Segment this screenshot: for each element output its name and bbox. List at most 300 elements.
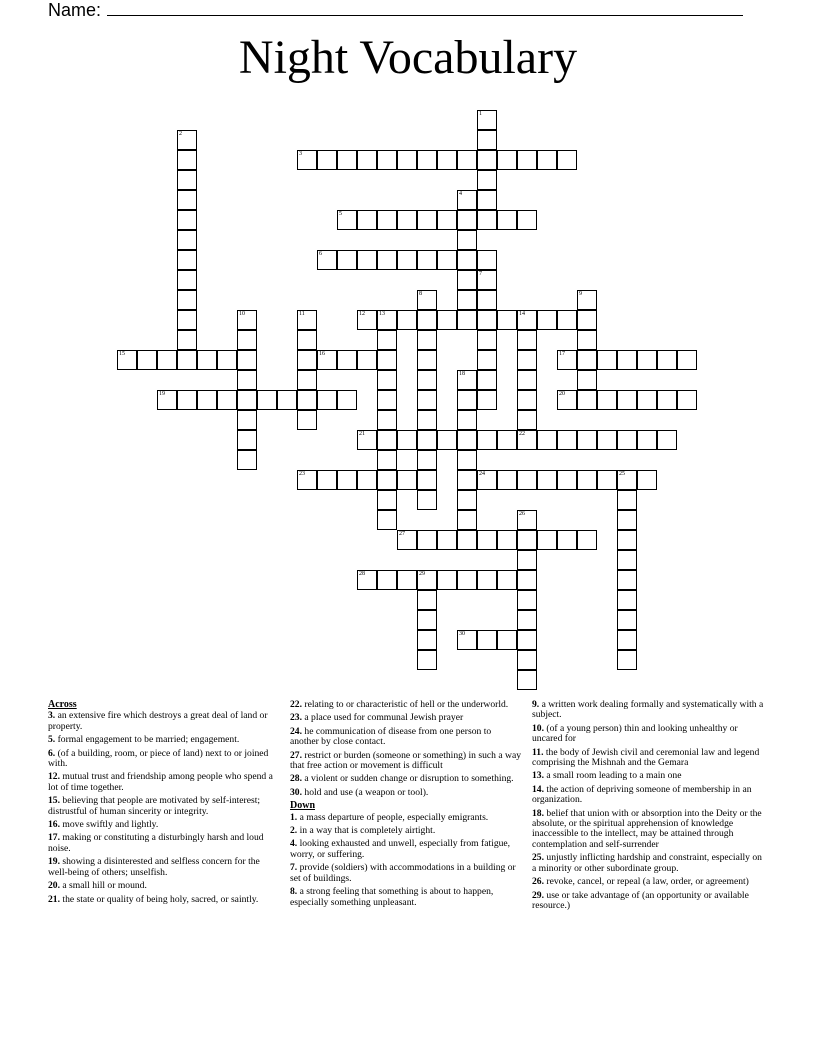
grid-cell[interactable] bbox=[177, 230, 197, 250]
grid-cell[interactable] bbox=[137, 350, 157, 370]
grid-cell[interactable] bbox=[577, 390, 597, 410]
grid-cell[interactable] bbox=[497, 430, 517, 450]
grid-cell[interactable] bbox=[377, 570, 397, 590]
grid-cell[interactable] bbox=[537, 530, 557, 550]
grid-cell[interactable] bbox=[417, 250, 437, 270]
grid-cell[interactable] bbox=[297, 310, 317, 330]
grid-cell[interactable] bbox=[477, 170, 497, 190]
clue-number: 14 bbox=[519, 311, 525, 317]
grid-cell[interactable] bbox=[177, 210, 197, 230]
clue-number: 9 bbox=[579, 291, 582, 297]
clue-number: 7 bbox=[479, 271, 482, 277]
clue-item-text: a mass departure of people, especially emigrants. bbox=[297, 811, 489, 823]
grid-cell[interactable] bbox=[617, 530, 637, 550]
across-header: Across bbox=[48, 699, 77, 710]
grid-cell[interactable] bbox=[437, 210, 457, 230]
clue-item bbox=[290, 700, 522, 710]
clue-number: 16 bbox=[319, 351, 325, 357]
clue-item-text: formal engagement to be married; engagement. bbox=[55, 734, 240, 746]
grid-cell[interactable] bbox=[177, 250, 197, 270]
grid-cell[interactable] bbox=[397, 430, 417, 450]
clue-number: 26 bbox=[519, 511, 525, 517]
clue-item bbox=[532, 785, 764, 806]
clues-section bbox=[0, 700, 816, 1050]
grid-cell[interactable] bbox=[537, 150, 557, 170]
clue-item-number: 25. bbox=[532, 852, 544, 864]
grid-cell[interactable] bbox=[297, 330, 317, 350]
grid-cell[interactable] bbox=[377, 410, 397, 430]
grid-cell[interactable] bbox=[577, 530, 597, 550]
clue-item-text: (of a building, room, or piece of land) next to or joined with. bbox=[48, 747, 269, 770]
grid-cell[interactable] bbox=[177, 330, 197, 350]
grid-cell[interactable] bbox=[397, 570, 417, 590]
clue-item-number: 9. bbox=[532, 699, 540, 710]
grid-cell[interactable] bbox=[237, 350, 257, 370]
clue-number: 20 bbox=[559, 391, 565, 397]
clue-item bbox=[48, 820, 280, 830]
clue-item-text: believing that people are motivated by self-interest; distrustful of human sincerity or integrity. bbox=[48, 795, 261, 817]
clue-item bbox=[48, 833, 280, 854]
grid-cell[interactable] bbox=[577, 350, 597, 370]
grid-cell[interactable] bbox=[237, 390, 257, 410]
grid-cell[interactable] bbox=[397, 250, 417, 270]
grid-cell[interactable] bbox=[517, 210, 537, 230]
grid-cell[interactable] bbox=[457, 530, 477, 550]
grid-cell[interactable] bbox=[517, 150, 537, 170]
grid-cell[interactable] bbox=[497, 570, 517, 590]
grid-cell[interactable] bbox=[477, 470, 497, 490]
grid-cell[interactable] bbox=[377, 250, 397, 270]
clue-item bbox=[290, 813, 522, 823]
grid-cell[interactable] bbox=[517, 570, 537, 590]
grid-cell[interactable] bbox=[297, 390, 317, 410]
grid-cell[interactable] bbox=[517, 330, 537, 350]
clue-number: 15 bbox=[119, 351, 125, 357]
grid-cell[interactable] bbox=[177, 290, 197, 310]
clue-item-number: 15. bbox=[48, 795, 60, 807]
grid-cell[interactable] bbox=[637, 430, 657, 450]
grid-cell[interactable] bbox=[657, 430, 677, 450]
grid-cell[interactable] bbox=[417, 370, 437, 390]
clue-item bbox=[532, 877, 764, 887]
grid-cell[interactable] bbox=[457, 570, 477, 590]
clue-number: 11 bbox=[299, 311, 305, 317]
grid-cell[interactable] bbox=[617, 590, 637, 610]
grid-cell[interactable] bbox=[457, 470, 477, 490]
grid-cell[interactable] bbox=[397, 310, 417, 330]
clue-item-number: 27. bbox=[290, 749, 302, 761]
grid-cell[interactable] bbox=[217, 390, 237, 410]
clue-item bbox=[532, 891, 764, 912]
grid-cell[interactable] bbox=[537, 430, 557, 450]
grid-cell[interactable] bbox=[617, 430, 637, 450]
grid-cell[interactable] bbox=[457, 290, 477, 310]
grid-cell[interactable] bbox=[237, 330, 257, 350]
clue-item-number: 28. bbox=[290, 773, 302, 785]
grid-cell[interactable] bbox=[297, 150, 317, 170]
grid-cell[interactable] bbox=[577, 470, 597, 490]
grid-cell[interactable] bbox=[457, 270, 477, 290]
grid-cell[interactable] bbox=[597, 390, 617, 410]
grid-cell[interactable] bbox=[577, 430, 597, 450]
grid-cell[interactable] bbox=[297, 410, 317, 430]
grid-cell[interactable] bbox=[317, 390, 337, 410]
clue-item-text: the action of depriving someone of membership in an organization. bbox=[532, 783, 752, 806]
across-clues-list bbox=[48, 711, 280, 905]
page-title: Night Vocabulary bbox=[238, 31, 578, 84]
grid-cell[interactable] bbox=[357, 430, 377, 450]
grid-cell[interactable] bbox=[417, 430, 437, 450]
grid-cell[interactable] bbox=[397, 530, 417, 550]
grid-cell[interactable] bbox=[517, 610, 537, 630]
grid-cell[interactable] bbox=[377, 470, 397, 490]
clue-item-text: showing a disinterested and selfless concern for the well-being of others; unselfish. bbox=[48, 856, 260, 878]
grid-cell[interactable] bbox=[477, 250, 497, 270]
grid-cell[interactable] bbox=[377, 330, 397, 350]
grid-cell[interactable] bbox=[577, 310, 597, 330]
grid-cell[interactable] bbox=[337, 390, 357, 410]
grid-cell[interactable] bbox=[397, 470, 417, 490]
grid-cell[interactable] bbox=[557, 350, 577, 370]
grid-cell[interactable] bbox=[177, 350, 197, 370]
clue-item-text: unjustly inflicting hardship and constraint, especially on a minority or other subordinate group. bbox=[532, 852, 762, 874]
grid-cell[interactable] bbox=[377, 390, 397, 410]
grid-cell[interactable] bbox=[217, 350, 237, 370]
grid-cell[interactable] bbox=[417, 650, 437, 670]
grid-cell[interactable] bbox=[617, 350, 637, 370]
grid-cell[interactable] bbox=[377, 510, 397, 530]
grid-cell[interactable] bbox=[637, 470, 657, 490]
grid-cell[interactable] bbox=[617, 630, 637, 650]
grid-cell[interactable] bbox=[457, 630, 477, 650]
grid-cell[interactable] bbox=[617, 610, 637, 630]
grid-cell[interactable] bbox=[417, 470, 437, 490]
clue-number: 12 bbox=[359, 311, 365, 317]
clue-item bbox=[48, 895, 280, 905]
clue-item-number: 17. bbox=[48, 832, 60, 844]
clue-item-number: 30. bbox=[290, 786, 302, 798]
clue-number: 17 bbox=[559, 351, 565, 357]
grid-cell[interactable] bbox=[357, 310, 377, 330]
grid-cell[interactable] bbox=[617, 570, 637, 590]
grid-cell[interactable] bbox=[457, 210, 477, 230]
grid-cell[interactable] bbox=[417, 490, 437, 510]
grid-cell[interactable] bbox=[517, 390, 537, 410]
grid-cell[interactable] bbox=[617, 490, 637, 510]
grid-cell[interactable] bbox=[417, 150, 437, 170]
grid-cell[interactable] bbox=[317, 150, 337, 170]
clue-item bbox=[48, 796, 280, 817]
grid-cell[interactable] bbox=[197, 350, 217, 370]
grid-cell[interactable] bbox=[477, 630, 497, 650]
grid-cell[interactable] bbox=[177, 130, 197, 150]
grid-cell[interactable] bbox=[417, 210, 437, 230]
grid-cell[interactable] bbox=[497, 470, 517, 490]
grid-cell[interactable] bbox=[517, 590, 537, 610]
grid-cell[interactable] bbox=[477, 150, 497, 170]
grid-cell[interactable] bbox=[177, 310, 197, 330]
grid-cell[interactable] bbox=[417, 350, 437, 370]
clue-number: 27 bbox=[399, 531, 405, 537]
grid-cell[interactable] bbox=[437, 310, 457, 330]
grid-cell[interactable] bbox=[377, 450, 397, 470]
clue-item bbox=[290, 863, 522, 884]
grid-cell[interactable] bbox=[497, 150, 517, 170]
grid-cell[interactable] bbox=[557, 430, 577, 450]
clue-item-number: 18. bbox=[532, 807, 544, 819]
grid-cell[interactable] bbox=[637, 350, 657, 370]
grid-cell[interactable] bbox=[517, 350, 537, 370]
clue-number: 2 bbox=[179, 131, 182, 137]
grid-cell[interactable] bbox=[477, 130, 497, 150]
grid-cell[interactable] bbox=[557, 470, 577, 490]
grid-cell[interactable] bbox=[237, 410, 257, 430]
grid-cell[interactable] bbox=[277, 390, 297, 410]
grid-cell[interactable] bbox=[397, 150, 417, 170]
clue-item-number: 5. bbox=[48, 734, 56, 746]
grid-cell[interactable] bbox=[417, 330, 437, 350]
grid-cell[interactable] bbox=[397, 210, 417, 230]
grid-cell[interactable] bbox=[477, 530, 497, 550]
clue-number: 25 bbox=[619, 471, 625, 477]
grid-cell[interactable] bbox=[417, 390, 437, 410]
grid-cell[interactable] bbox=[617, 510, 637, 530]
clue-item-number: 14. bbox=[532, 783, 544, 795]
grid-cell[interactable] bbox=[357, 210, 377, 230]
grid-cell[interactable] bbox=[457, 430, 477, 450]
grid-cell[interactable] bbox=[497, 530, 517, 550]
clue-item bbox=[48, 857, 280, 878]
clue-item-text: a small room leading to a main one bbox=[544, 770, 682, 782]
clue-number: 6 bbox=[319, 251, 322, 257]
grid-cell[interactable] bbox=[297, 350, 317, 370]
grid-cell[interactable] bbox=[417, 570, 437, 590]
clue-item-text: a place used for communal Jewish prayer bbox=[302, 712, 464, 724]
clue-item-text: revoke, cancel, or repeal (a law, order, or agreement) bbox=[544, 876, 749, 888]
grid-cell[interactable] bbox=[377, 350, 397, 370]
grid-cell[interactable] bbox=[177, 170, 197, 190]
grid-cell[interactable] bbox=[417, 450, 437, 470]
grid-cell[interactable] bbox=[617, 390, 637, 410]
grid-cell[interactable] bbox=[517, 650, 537, 670]
clue-item-text: hold and use (a weapon or tool). bbox=[302, 786, 429, 798]
grid-cell[interactable] bbox=[477, 570, 497, 590]
grid-cell[interactable] bbox=[177, 270, 197, 290]
grid-cell[interactable] bbox=[357, 350, 377, 370]
grid-cell[interactable] bbox=[237, 370, 257, 390]
clue-item bbox=[290, 774, 522, 784]
grid-cell[interactable] bbox=[117, 350, 137, 370]
grid-cell[interactable] bbox=[477, 390, 497, 410]
grid-cell[interactable] bbox=[517, 510, 537, 530]
clue-number: 1 bbox=[479, 111, 482, 117]
clue-item-number: 24. bbox=[290, 725, 302, 737]
clue-item bbox=[290, 727, 522, 748]
grid-cell[interactable] bbox=[297, 370, 317, 390]
grid-cell[interactable] bbox=[177, 150, 197, 170]
grid-cell[interactable] bbox=[357, 150, 377, 170]
clue-item bbox=[48, 772, 280, 793]
grid-cell[interactable] bbox=[637, 390, 657, 410]
grid-cell[interactable] bbox=[257, 390, 277, 410]
clue-item bbox=[48, 711, 280, 732]
grid-cell[interactable] bbox=[417, 290, 437, 310]
grid-cell[interactable] bbox=[437, 570, 457, 590]
clue-item-number: 23. bbox=[290, 712, 302, 724]
grid-cell[interactable] bbox=[237, 310, 257, 330]
clue-number: 19 bbox=[159, 391, 165, 397]
clue-item-text: provide (soldiers) with accommodations in a building or set of buildings. bbox=[290, 862, 516, 884]
clue-item-text: use or take advantage of (an opportunity or available resource.) bbox=[532, 889, 749, 911]
grid-cell[interactable] bbox=[157, 390, 177, 410]
grid-cell[interactable] bbox=[677, 350, 697, 370]
clue-item-text: the body of Jewish civil and ceremonial law and legend comprising the Mishnah and the Gemara bbox=[532, 746, 760, 769]
grid-cell[interactable] bbox=[317, 470, 337, 490]
grid-cell[interactable] bbox=[477, 370, 497, 390]
grid-cell[interactable] bbox=[457, 370, 477, 390]
grid-cell[interactable] bbox=[477, 290, 497, 310]
grid-cell[interactable] bbox=[457, 490, 477, 510]
grid-cell[interactable] bbox=[337, 210, 357, 230]
grid-cell[interactable] bbox=[617, 550, 637, 570]
clue-item bbox=[532, 748, 764, 769]
grid-cell[interactable] bbox=[557, 390, 577, 410]
grid-cell[interactable] bbox=[537, 310, 557, 330]
grid-cell[interactable] bbox=[477, 350, 497, 370]
grid-cell[interactable] bbox=[317, 250, 337, 270]
clues-column-1 bbox=[48, 700, 280, 908]
grid-cell[interactable] bbox=[577, 330, 597, 350]
grid-cell[interactable] bbox=[577, 290, 597, 310]
grid-cell[interactable] bbox=[557, 150, 577, 170]
clue-item-text: he communication of disease from one person to another by close contact. bbox=[290, 725, 492, 748]
clue-item-text: a strong feeling that something is about to happen, especially something unpleasant. bbox=[290, 886, 494, 908]
grid-cell[interactable] bbox=[337, 250, 357, 270]
grid-cell[interactable] bbox=[477, 270, 497, 290]
grid-cell[interactable] bbox=[417, 310, 437, 330]
clue-item-text: the state or quality of being holy, sacred, or saintly. bbox=[60, 893, 259, 905]
grid-cell[interactable] bbox=[197, 390, 217, 410]
grid-cell[interactable] bbox=[517, 410, 537, 430]
grid-cell[interactable] bbox=[377, 210, 397, 230]
grid-cell[interactable] bbox=[517, 630, 537, 650]
grid-cell[interactable] bbox=[457, 230, 477, 250]
grid-cell[interactable] bbox=[337, 350, 357, 370]
grid-cell[interactable] bbox=[357, 570, 377, 590]
grid-cell[interactable] bbox=[457, 190, 477, 210]
down-header: Down bbox=[290, 800, 316, 812]
grid-cell[interactable] bbox=[477, 210, 497, 230]
clue-item-number: 10. bbox=[532, 722, 544, 734]
grid-cell[interactable] bbox=[457, 450, 477, 470]
grid-cell[interactable] bbox=[457, 250, 477, 270]
grid-cell[interactable] bbox=[437, 150, 457, 170]
grid-cell[interactable] bbox=[477, 330, 497, 350]
grid-cell[interactable] bbox=[497, 630, 517, 650]
grid-cell[interactable] bbox=[417, 590, 437, 610]
grid-cell[interactable] bbox=[657, 350, 677, 370]
clue-item bbox=[48, 735, 280, 745]
grid-cell[interactable] bbox=[377, 430, 397, 450]
clue-item bbox=[48, 749, 280, 770]
grid-cell[interactable] bbox=[517, 430, 537, 450]
grid-cell[interactable] bbox=[597, 350, 617, 370]
clue-number: 23 bbox=[299, 471, 305, 477]
grid-cell[interactable] bbox=[357, 250, 377, 270]
clue-item-number: 16. bbox=[48, 819, 60, 831]
grid-cell[interactable] bbox=[237, 450, 257, 470]
grid-cell[interactable] bbox=[517, 370, 537, 390]
grid-cell[interactable] bbox=[517, 550, 537, 570]
grid-cell[interactable] bbox=[337, 470, 357, 490]
grid-cell[interactable] bbox=[457, 150, 477, 170]
grid-cell[interactable] bbox=[437, 530, 457, 550]
across-clues-list-cont bbox=[290, 700, 522, 798]
grid-cell[interactable] bbox=[337, 150, 357, 170]
grid-cell[interactable] bbox=[617, 650, 637, 670]
grid-cell[interactable] bbox=[557, 530, 577, 550]
grid-cell[interactable] bbox=[297, 470, 317, 490]
grid-cell[interactable] bbox=[577, 370, 597, 390]
grid-cell[interactable] bbox=[317, 350, 337, 370]
grid-cell[interactable] bbox=[437, 430, 457, 450]
grid-cell[interactable] bbox=[357, 470, 377, 490]
grid-cell[interactable] bbox=[497, 210, 517, 230]
clues-column-2 bbox=[290, 700, 522, 911]
grid-cell[interactable] bbox=[237, 430, 257, 450]
grid-cell[interactable] bbox=[417, 530, 437, 550]
grid-cell[interactable] bbox=[537, 470, 557, 490]
down-clues-list-cont bbox=[532, 700, 764, 911]
grid-cell[interactable] bbox=[517, 530, 537, 550]
grid-cell[interactable] bbox=[457, 510, 477, 530]
clue-item-number: 2. bbox=[290, 825, 298, 837]
grid-cell[interactable] bbox=[657, 390, 677, 410]
grid-cell[interactable] bbox=[177, 390, 197, 410]
grid-cell[interactable] bbox=[477, 430, 497, 450]
grid-cell[interactable] bbox=[417, 610, 437, 630]
grid-cell[interactable] bbox=[417, 630, 437, 650]
grid-cell[interactable] bbox=[517, 310, 537, 330]
grid-cell[interactable] bbox=[457, 390, 477, 410]
clue-number: 10 bbox=[239, 311, 245, 317]
grid-cell[interactable] bbox=[157, 350, 177, 370]
grid-cell[interactable] bbox=[557, 310, 577, 330]
clue-item-number: 13. bbox=[532, 770, 544, 782]
grid-cell[interactable] bbox=[377, 150, 397, 170]
grid-cell[interactable] bbox=[517, 670, 537, 690]
grid-cell[interactable] bbox=[437, 250, 457, 270]
grid-cell[interactable] bbox=[457, 410, 477, 430]
grid-cell[interactable] bbox=[517, 470, 537, 490]
clue-number: 29 bbox=[419, 571, 425, 577]
grid-cell[interactable] bbox=[677, 390, 697, 410]
grid-cell[interactable] bbox=[497, 310, 517, 330]
grid-cell[interactable] bbox=[417, 410, 437, 430]
grid-cell[interactable] bbox=[617, 470, 637, 490]
grid-cell[interactable] bbox=[377, 310, 397, 330]
grid-cell[interactable] bbox=[457, 310, 477, 330]
grid-cell[interactable] bbox=[477, 110, 497, 130]
grid-cell[interactable] bbox=[477, 190, 497, 210]
grid-cell[interactable] bbox=[477, 310, 497, 330]
grid-cell[interactable] bbox=[377, 370, 397, 390]
clue-number: 28 bbox=[359, 571, 365, 577]
grid-cell[interactable] bbox=[377, 490, 397, 510]
grid-cell[interactable] bbox=[597, 430, 617, 450]
grid-cell[interactable] bbox=[177, 190, 197, 210]
grid-cell[interactable] bbox=[597, 470, 617, 490]
